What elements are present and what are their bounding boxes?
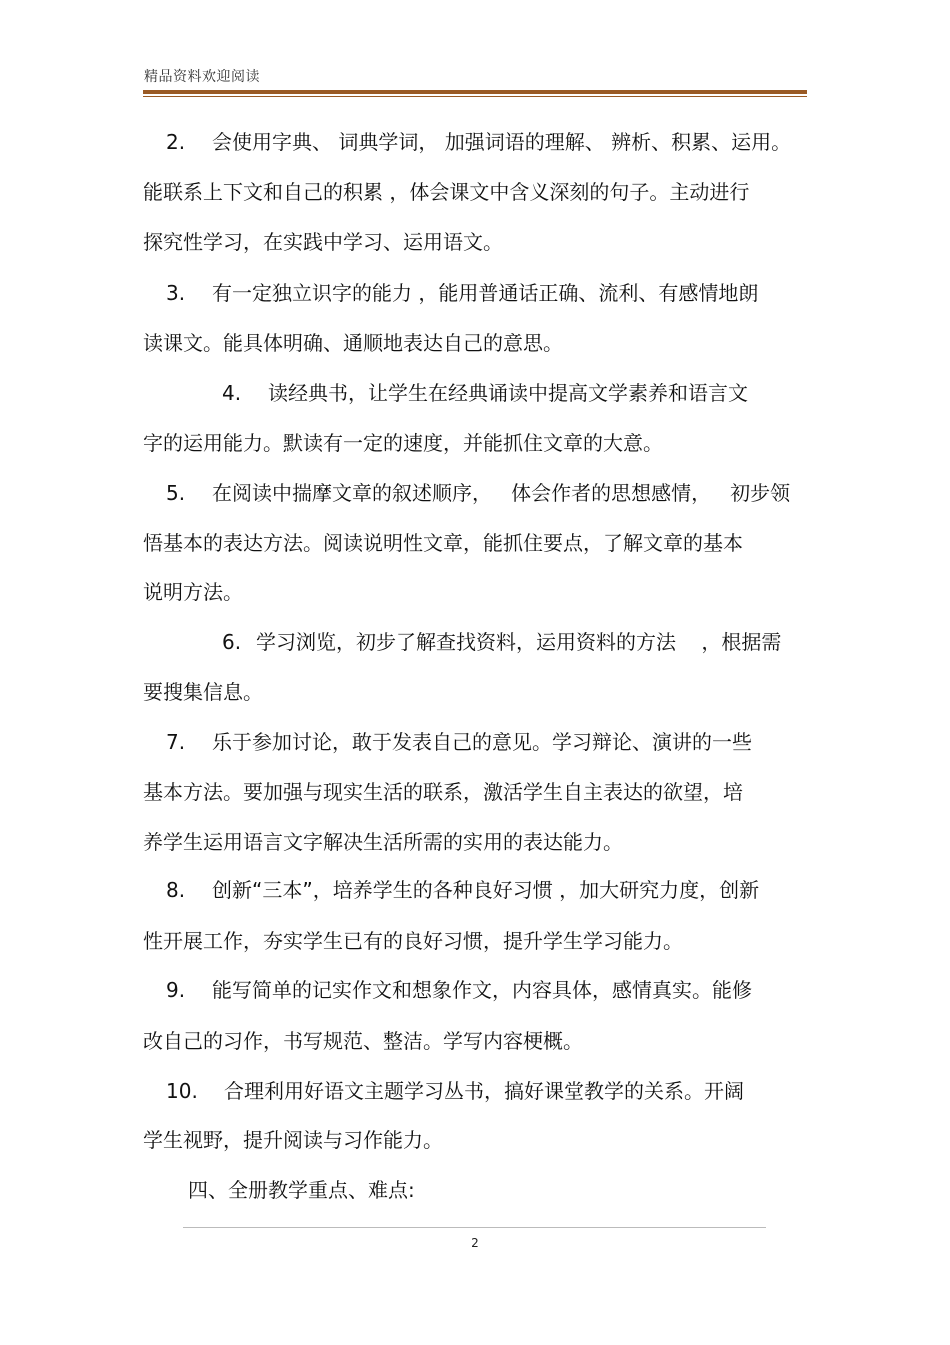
paragraph-line: 基本方法。要加强与现实生活的联系，激活学生自主表达的欲望，培	[143, 780, 743, 804]
paragraph-line: 说明方法。	[143, 580, 243, 604]
item-number: 5.	[166, 481, 186, 505]
header-rule	[143, 90, 807, 94]
paragraph-line: 探究性学习，在实践中学习、运用语文。	[143, 230, 503, 254]
paragraph-line: 养学生运用语言文字解决生活所需的实用的表达能力。	[143, 830, 623, 854]
paragraph-line: 在阅读中揣摩文章的叙述顺序， 体会作者的思想感情， 初步领	[212, 481, 791, 505]
item-number: 9.	[166, 978, 186, 1002]
page-header-title: 精品资料欢迎阅读	[144, 69, 260, 85]
item-number: 8.	[166, 878, 186, 902]
paragraph-line: 能写简单的记实作文和想象作文，内容具体，感情真实。能修	[212, 978, 752, 1002]
paragraph-line: 学习浏览，初步了解查找资料，运用资料的方法 ，根据需	[256, 630, 782, 654]
paragraph-line: 字的运用能力。默读有一定的速度，并能抓住文章的大意。	[143, 431, 663, 455]
item-number: 7.	[166, 730, 186, 754]
paragraph-line: 读经典书，让学生在经典诵读中提高文学素养和语言文	[268, 381, 748, 405]
paragraph-line: 有一定独立识字的能力 ，能用普通话正确、流利、有感情地朗	[212, 281, 759, 305]
footer-rule	[183, 1227, 766, 1228]
item-number: 2.	[166, 130, 186, 154]
paragraph-line: 读课文。能具体明确、通顺地表达自己的意思。	[143, 331, 563, 355]
section-heading: 四、全册教学重点、难点:	[188, 1178, 415, 1202]
paragraph-line: 要搜集信息。	[143, 680, 263, 704]
paragraph-line: 悟基本的表达方法。阅读说明性文章，能抓住要点，了解文章的基本	[143, 531, 743, 555]
paragraph-line: 学生视野，提升阅读与习作能力。	[143, 1128, 443, 1152]
paragraph-line: 乐于参加讨论，敢于发表自己的意见。学习辩论、演讲的一些	[212, 730, 752, 754]
page-number: 2	[471, 1236, 479, 1250]
paragraph-line: 性开展工作，夯实学生已有的良好习惯，提升学生学习能力。	[143, 929, 683, 953]
paragraph-line: 创新“三本”，培养学生的各种良好习惯 ，加大研究力度，创新	[212, 878, 760, 902]
paragraph-line: 合理利用好语文主题学习丛书，搞好课堂教学的关系。开阔	[224, 1079, 744, 1103]
paragraph-line: 改自己的习作，书写规范、整洁。学写内容梗概。	[143, 1029, 583, 1053]
header-rule-thin	[143, 96, 807, 97]
item-number: 4.	[222, 381, 242, 405]
item-number: 6.	[222, 630, 242, 654]
paragraph-line: 会使用字典、 词典学词， 加强词语的理解、 辨析、积累、运用。	[212, 130, 792, 154]
item-number: 10.	[166, 1079, 198, 1103]
item-number: 3.	[166, 281, 186, 305]
paragraph-line: 能联系上下文和自己的积累 ，体会课文中含义深刻的句子。主动进行	[143, 180, 750, 204]
